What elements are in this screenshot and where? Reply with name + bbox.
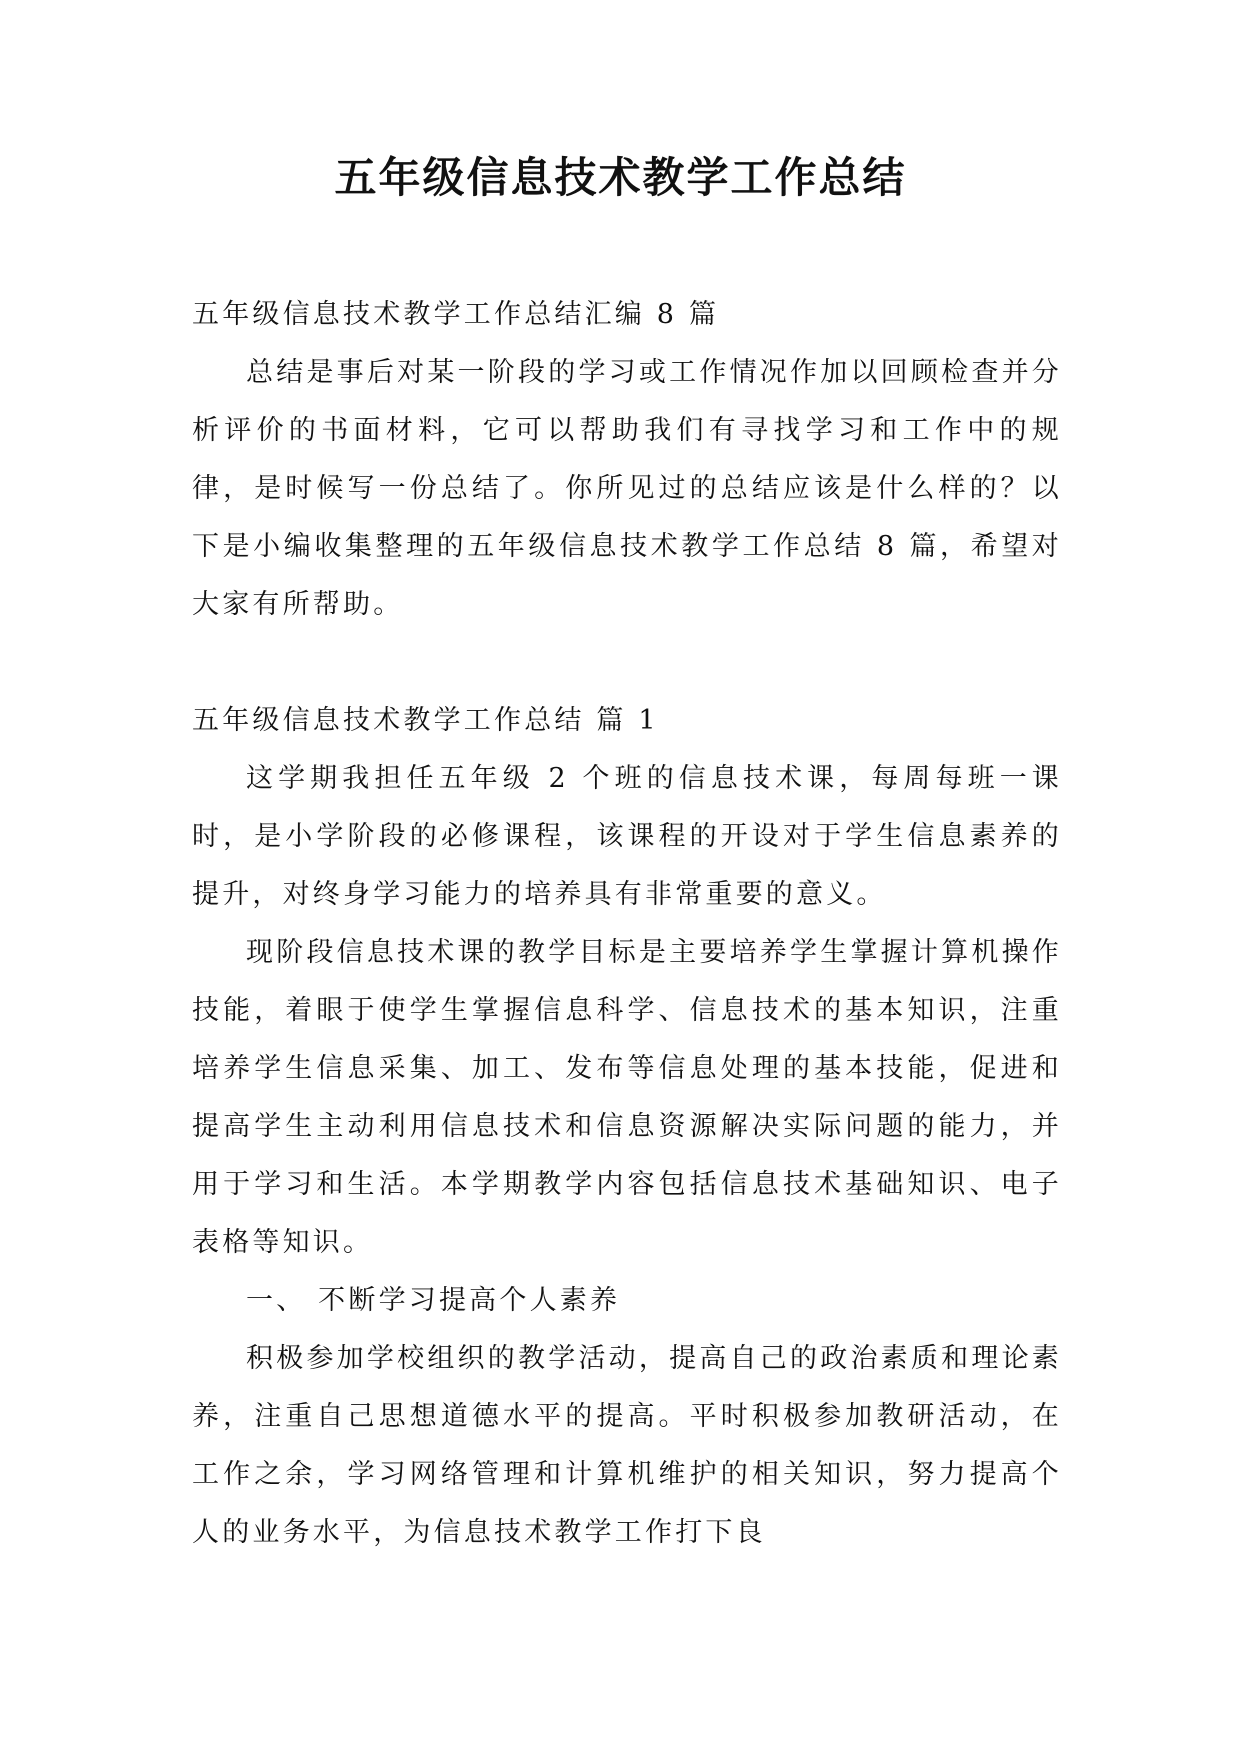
subsection-heading: 一、 不断学习提高个人素养 (246, 1285, 621, 1316)
section-heading: 五年级信息技术教学工作总结 篇 1 (192, 705, 659, 736)
paragraph-spacer (192, 634, 1062, 692)
body-paragraph-2: 现阶段信息技术课的教学目标是主要培养学生掌握计算机操作技能，着眼于使学生掌握信息科学、信息技术的基本知识，注重培养学生信息采集、加工、发布等信息处理的基本技能，促进和提高学生主动利用信息技术和信息资源解决实际问题的能力，并用于学习和生活。本学期教学内容包括信息技术基础知识、电子表格等知识。 (192, 937, 1062, 1258)
body-paragraph-1: 这学期我担任五年级 2 个班的信息技术课，每周每班一课时，是小学阶段的必修课程，该课程的开设对于学生信息素养的提升，对终身学习能力的培养具有非常重要的意义。 (192, 763, 1062, 910)
body-paragraph-3: 积极参加学校组织的教学活动，提高自己的政治素质和理论素养，注重自己思想道德水平的提高。平时积极参加教研活动，在工作之余，学习网络管理和计算机维护的相关知识，努力提高个人的业务水平，为信息技术教学工作打下良 (192, 1343, 1062, 1548)
document-body (192, 286, 1062, 1562)
document-title: 五年级信息技术教学工作总结 (334, 153, 907, 202)
collection-subtitle: 五年级信息技术教学工作总结汇编 8 篇 (192, 299, 720, 330)
intro-paragraph: 总结是事后对某一阶段的学习或工作情况作加以回顾检查并分析评价的书面材料，它可以帮助我们有寻找学习和工作中的规律，是时候写一份总结了。你所见过的总结应该是什么样的？以下是小编收集整理的五年级信息技术教学工作总结 8 篇，希望对大家有所帮助。 (192, 357, 1062, 620)
